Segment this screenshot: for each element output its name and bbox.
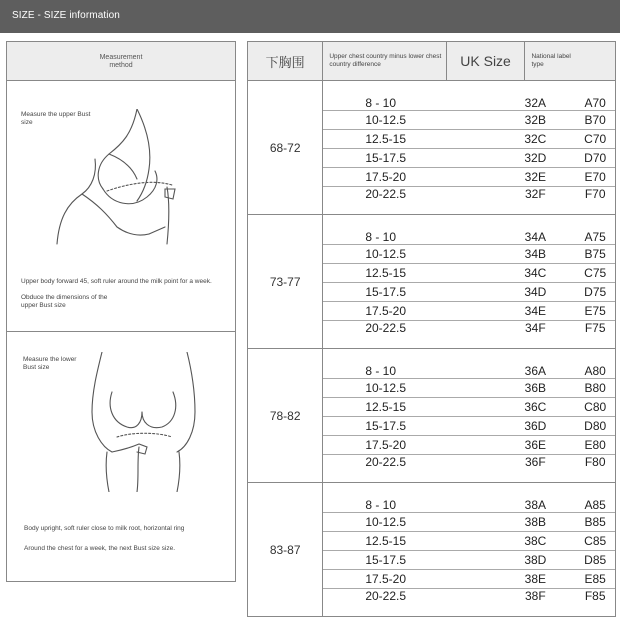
header-bar [0, 0, 620, 33]
table-row [323, 168, 615, 187]
header-national-line1: National label [531, 53, 571, 60]
underbust-range: 73-77 [248, 215, 323, 349]
table-row [323, 321, 615, 349]
measurement-method-header [7, 42, 235, 81]
national-cell: B85 [575, 513, 615, 532]
table-row [323, 349, 615, 379]
tape-ring [117, 433, 172, 437]
uk-cell: 32D [495, 149, 575, 168]
diff-cell: 10-12.5 [323, 513, 495, 532]
national-cell: D85 [575, 551, 615, 570]
national-cell: C75 [575, 264, 615, 283]
diff-cell: 20-22.5 [365, 321, 407, 335]
size-subtable [323, 349, 615, 482]
right-breast [142, 392, 176, 428]
table-row [323, 264, 615, 283]
national-cell: C70 [575, 130, 615, 149]
table-row [323, 302, 615, 321]
diff-cell: 8 - 10 [323, 483, 495, 513]
size-subtable [323, 483, 615, 616]
measurement-method-heading-line2: method [109, 62, 133, 69]
size-group [248, 349, 616, 483]
diff-cell: 10-12.5 [323, 245, 495, 264]
header-difference-line2: country difference [329, 61, 381, 68]
national-cell: D70 [575, 149, 615, 168]
diff-cell: 15-17.5 [323, 417, 495, 436]
table-row [323, 417, 615, 436]
table-row [323, 436, 615, 455]
diff-cell: 12.5-15 [323, 130, 495, 149]
table-row [323, 81, 615, 111]
national-cell: C85 [575, 532, 615, 551]
size-group-rows [323, 81, 616, 215]
uk-cell: 32F [524, 187, 546, 201]
header-difference-line1: Upper chest country minus lower chest [329, 53, 442, 60]
uk-cell: 38E [495, 570, 575, 589]
national-cell: B80 [575, 379, 615, 398]
size-group-rows [323, 215, 616, 349]
table-row [323, 513, 615, 532]
table-row [323, 532, 615, 551]
uk-cell: 32C [495, 130, 575, 149]
uk-cell: 32A [495, 81, 575, 111]
national-cell: B75 [575, 245, 615, 264]
table-row [323, 283, 615, 302]
header-national-label [525, 42, 616, 81]
diff-cell: 8 - 10 [323, 81, 495, 111]
national-cell: F85 [584, 589, 606, 603]
upper-bust-label-line2: size [21, 119, 33, 126]
uk-cell: 34C [495, 264, 575, 283]
diff-cell: 12.5-15 [323, 264, 495, 283]
national-cell: D75 [575, 283, 615, 302]
table-row [323, 589, 615, 617]
table-row [323, 245, 615, 264]
national-cell: F75 [584, 321, 606, 335]
lower-bust-label-line2: Bust size [23, 364, 50, 371]
national-cell: A85 [575, 483, 615, 513]
diff-cell: 17.5-20 [323, 570, 495, 589]
national-cell: E80 [575, 436, 615, 455]
hand-shape [165, 189, 175, 199]
diff-cell: 17.5-20 [323, 302, 495, 321]
size-table [247, 41, 616, 617]
uk-cell: 32B [495, 111, 575, 130]
diff-cell: 15-17.5 [323, 149, 495, 168]
table-row [323, 149, 615, 168]
left-breast [110, 392, 142, 428]
tape-hang [167, 187, 169, 244]
tape-line [107, 182, 172, 191]
table-row [323, 398, 615, 417]
lower-bust-note1: Body upright, soft ruler close to milk root, horizontal ring [24, 525, 185, 532]
diff-cell: 20-22.5 [365, 187, 407, 201]
uk-cell: 36A [495, 349, 575, 379]
diff-cell: 8 - 10 [323, 349, 495, 379]
header-difference [323, 42, 446, 81]
measurement-method-panel [6, 41, 236, 582]
national-cell: E85 [575, 570, 615, 589]
chest-line [109, 154, 137, 179]
size-group-rows [323, 349, 616, 483]
uk-cell: 32E [495, 168, 575, 187]
page-title: SIZE - SIZE information [12, 10, 120, 21]
table-row [323, 455, 615, 483]
right-torso [177, 452, 180, 492]
uk-cell: 38F [524, 589, 546, 603]
diff-cell: 17.5-20 [323, 436, 495, 455]
header-national-line2: type [531, 61, 544, 68]
underbust-range: 68-72 [248, 81, 323, 215]
table-row [323, 130, 615, 149]
measurement-method-heading-line1: Measurement [99, 54, 143, 61]
national-cell: B70 [575, 111, 615, 130]
right-arm [177, 352, 195, 452]
uk-cell: 36B [495, 379, 575, 398]
uk-cell: 38A [495, 483, 575, 513]
diff-cell: 15-17.5 [323, 551, 495, 570]
national-cell: A70 [575, 81, 615, 111]
uk-cell: 36E [495, 436, 575, 455]
national-cell: E70 [575, 168, 615, 187]
uk-cell: 36D [495, 417, 575, 436]
left-torso [106, 452, 109, 492]
upper-bust-note2 [21, 294, 107, 310]
underbust-range: 78-82 [248, 349, 323, 483]
size-group [248, 483, 616, 617]
diff-cell: 15-17.5 [323, 283, 495, 302]
lower-bust-label-line1: Measure the lower [23, 356, 77, 363]
back-line [57, 159, 95, 244]
underbust-range: 83-87 [248, 483, 323, 617]
lower-bust-section [7, 332, 235, 582]
size-group [248, 215, 616, 349]
uk-cell: 34D [495, 283, 575, 302]
table-row [323, 187, 615, 215]
table-row [323, 551, 615, 570]
diff-cell: 12.5-15 [323, 532, 495, 551]
uk-cell: 38C [495, 532, 575, 551]
uk-cell: 34A [495, 215, 575, 245]
table-row [323, 379, 615, 398]
size-subtable [323, 81, 615, 214]
upper-bust-note1: Upper body forward 45, soft ruler around the milk point for a week. [21, 278, 212, 285]
national-cell: E75 [575, 302, 615, 321]
uk-cell: 36F [524, 455, 546, 469]
uk-cell: 34E [495, 302, 575, 321]
diff-cell: 20-22.5 [365, 455, 407, 469]
table-row [323, 215, 615, 245]
national-cell: C80 [575, 398, 615, 417]
table-row [323, 570, 615, 589]
neck-shoulder-line [98, 109, 137, 189]
hands [112, 444, 147, 454]
header-uk-size: UK Size [446, 42, 525, 81]
table-row [323, 483, 615, 513]
national-cell: A80 [575, 349, 615, 379]
size-group-rows [323, 483, 616, 617]
left-arm [92, 352, 112, 452]
uk-cell: 34B [495, 245, 575, 264]
diff-cell: 20-22.5 [365, 589, 407, 603]
table-row [323, 111, 615, 130]
uk-cell: 38B [495, 513, 575, 532]
uk-cell: 38D [495, 551, 575, 570]
diff-cell: 10-12.5 [323, 111, 495, 130]
national-cell: A75 [575, 215, 615, 245]
diff-cell: 12.5-15 [323, 398, 495, 417]
header-underbust: 下胸围 [248, 42, 323, 81]
tape-hang [137, 447, 139, 492]
upper-bust-note2-line2: upper Bust size [21, 302, 66, 309]
lower-bust-note2: Around the chest for a week, the next Bust size size. [24, 545, 176, 552]
bust-curve [103, 171, 157, 204]
upper-bust-label-line1: Measure the upper Bust [21, 111, 91, 118]
uk-cell: 36C [495, 398, 575, 417]
upper-bust-section [7, 81, 235, 332]
diff-cell: 8 - 10 [323, 215, 495, 245]
national-cell: D80 [575, 417, 615, 436]
wrist [149, 227, 165, 234]
size-group [248, 81, 616, 215]
size-subtable [323, 215, 615, 348]
uk-cell: 34F [524, 321, 546, 335]
upper-bust-note2-line1: Obduce the dimensions of the [21, 294, 108, 301]
diff-cell: 17.5-20 [323, 168, 495, 187]
upper-bust-illustration [37, 109, 217, 249]
lower-bust-illustration [67, 352, 217, 492]
arm-line [137, 109, 150, 201]
national-cell: F70 [584, 187, 606, 201]
national-cell: F80 [584, 455, 606, 469]
size-table-header [248, 42, 616, 81]
diff-cell: 10-12.5 [323, 379, 495, 398]
